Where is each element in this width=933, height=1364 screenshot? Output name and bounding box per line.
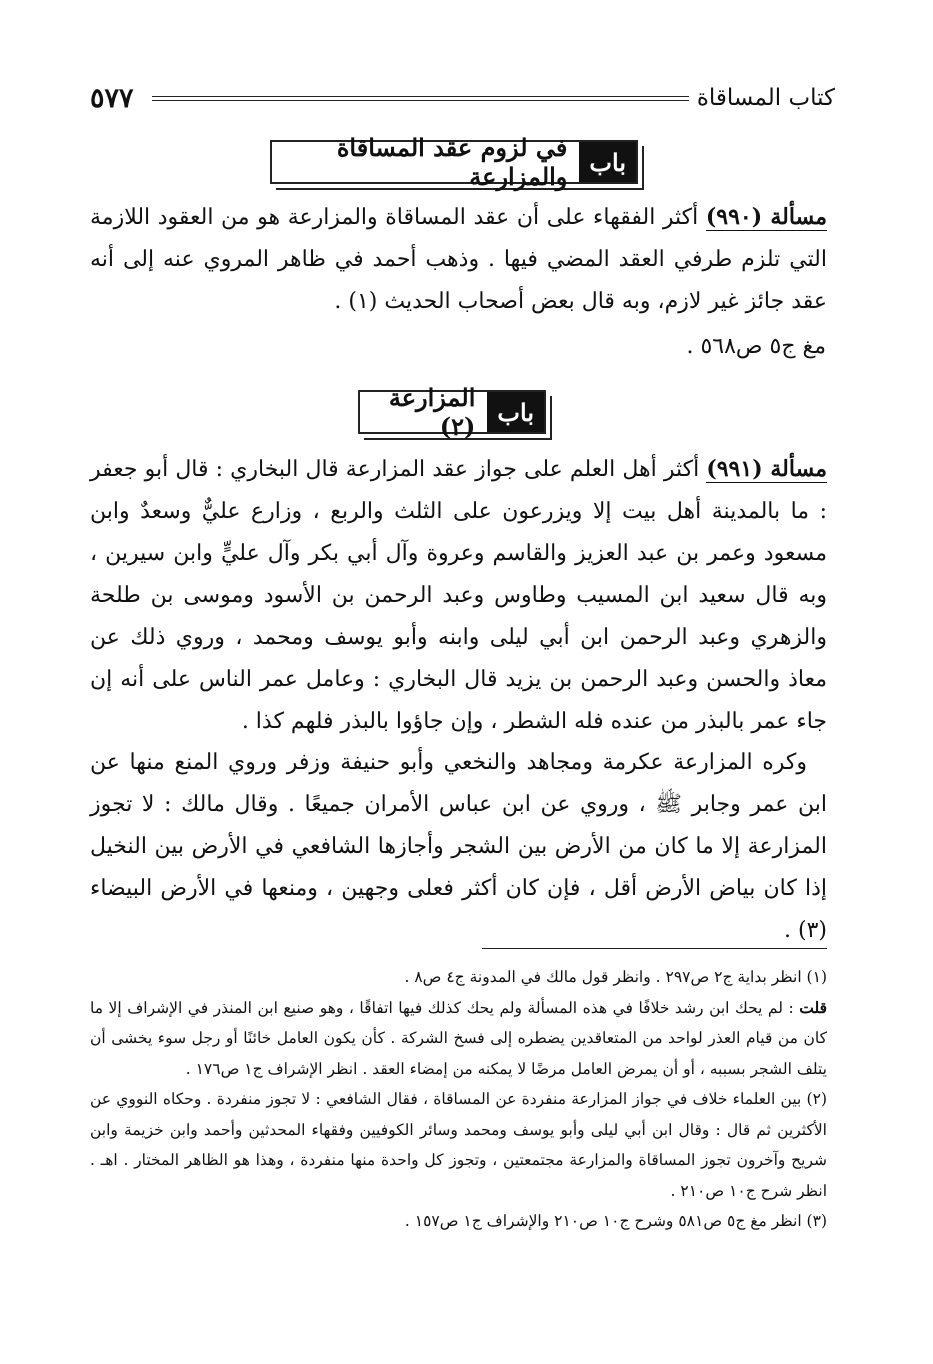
issue-991-paragraph [90,448,827,743]
issue-990-paragraph [90,196,827,323]
footnote-note-text: : لم يحك ابن رشد خلافًا في هذه المسألة ولم يحك كذلك فيها اتفاقًا ، وهو صنيع ابن المنذر في الإشراف إلا ما كان من قيام العذر لواحد من المتعاقدين يضطره إلى فسخ الشركة . كأن يكون العامل خائنًا أو رجل سوء يخشى أن يتلف الشجر بسببه ، أو أن يمرض العامل مرضًا لا يمكنه من إمضاء العقد . انظر الإشراف ج١ ص١٧٦ . [90,998,827,1078]
footnote-2: (٢) بين العلماء خلاف في جواز المزارعة منفردة عن المساقاة ، فقال الشافعي : لا تجوز منفردة . وحكاه النووي عن الأكثرين ثم قال : وقال ابن أبي ليلى وأبو يوسف ومحمد وسائر الكوفيين وفقهاء المحدثين وأحمد وابن خزيمة وابن شريح وآخرون تجوز المساقاة والمزارعة مجتمعتين ، وتجوز كل واحدة منها منفردة ، وهذا هو الظاهر المختار . اهـ . انظر شرح ج١٠ ص٢١٠ . [90,1090,827,1200]
bab-label-2: باب [487,392,544,432]
footnote-1-note [90,993,827,1085]
footnotes [90,962,827,1237]
section-title-2: المزارعة (٢) [388,383,476,441]
section-heading-2 [358,383,546,441]
issue-991-text: أكثر أهل العلم على جواز عقد المزارعة قال البخاري : قال أبو جعفر : ما بالمدينة أهل بيت إلا ويزرعون على الثلث والربع ، وزارع عليٌّ وسعدٌ وابن مسعود وعمر بن عبد العزيز والقاسم وعروة وآل أبي بكر وآل عليٍّ وابن سيرين ، وبه قال سعيد ابن المسيب وطاوس وعبد الرحمن بن الأسود وموسى بن طلحة والزهري وعبد الرحمن ابن أبي ليلى وابنه وأبو يوسف ومحمد ، وروي ذلك عن معاذ والحسن وعبد الرحمن بن يزيد قال البخاري : وعامل عمر الناس على أنه إن جاء عمر بالبذر من عنده فله الشطر ، وإن جاؤوا بالبذر فلهم كذا . [90,457,827,734]
issue-990-label: مسألة (٩٩٠) [705,204,827,230]
issue-990-text: أكثر الفقهاء على أن عقد المساقاة والمزارعة هو من العقود اللازمة التي تلزم طرفي العقد المضي فيها . وذهب أحمد في ظاهر المروي عنه إلى أنه عقد جائز غير لازم، وبه قال بعض أصحاب الحديث (١) . [90,205,827,314]
section-heading-1 [270,133,638,191]
footnote-1: (١) انظر بداية ج٢ ص٢٩٧ . وانظر قول مالك في المدونة ج٤ ص٨ . [404,968,827,986]
bab-label-1: باب [579,142,636,182]
section-title-1: في لزوم عقد المساقاة والمزارعة [336,133,568,191]
page-header [90,80,835,116]
footnote-separator [482,948,827,949]
running-title: كتاب المساقاة [696,85,835,111]
issue-991-label: مسألة (٩٩١) [706,456,827,482]
page-number: ٥٧٧ [90,82,134,114]
issue-990-reference: مغ ج٥ ص٥٦٨ . [686,334,826,359]
footnote-3: (٣) انظر مغ ج٥ ص٥٨١ وشرح ج١٠ ص٢١٠ والإشراف ج١ ص١٥٧ . [404,1212,827,1230]
header-rule [152,96,689,101]
footnote-note-label: قلت [799,997,827,1017]
issue-991-paragraph-2: وكره المزارعة عكرمة ومجاهد والنخعي وأبو حنيفة وزفر وروي المنع منها عن ابن عمر وجابر ﷺ ، وروي عن ابن عباس الأمران جميعًا . وقال مالك : لا تجوز المزارعة إلا ما كان من الأرض بين الشجر وأجازها الشافعي في الأرض بين النخيل إذا كان بياض الأرض أقل ، فإن كان أكثر فعلى وجهين ، ومنعها في الأرض البيضاء (٣) . [90,750,827,943]
